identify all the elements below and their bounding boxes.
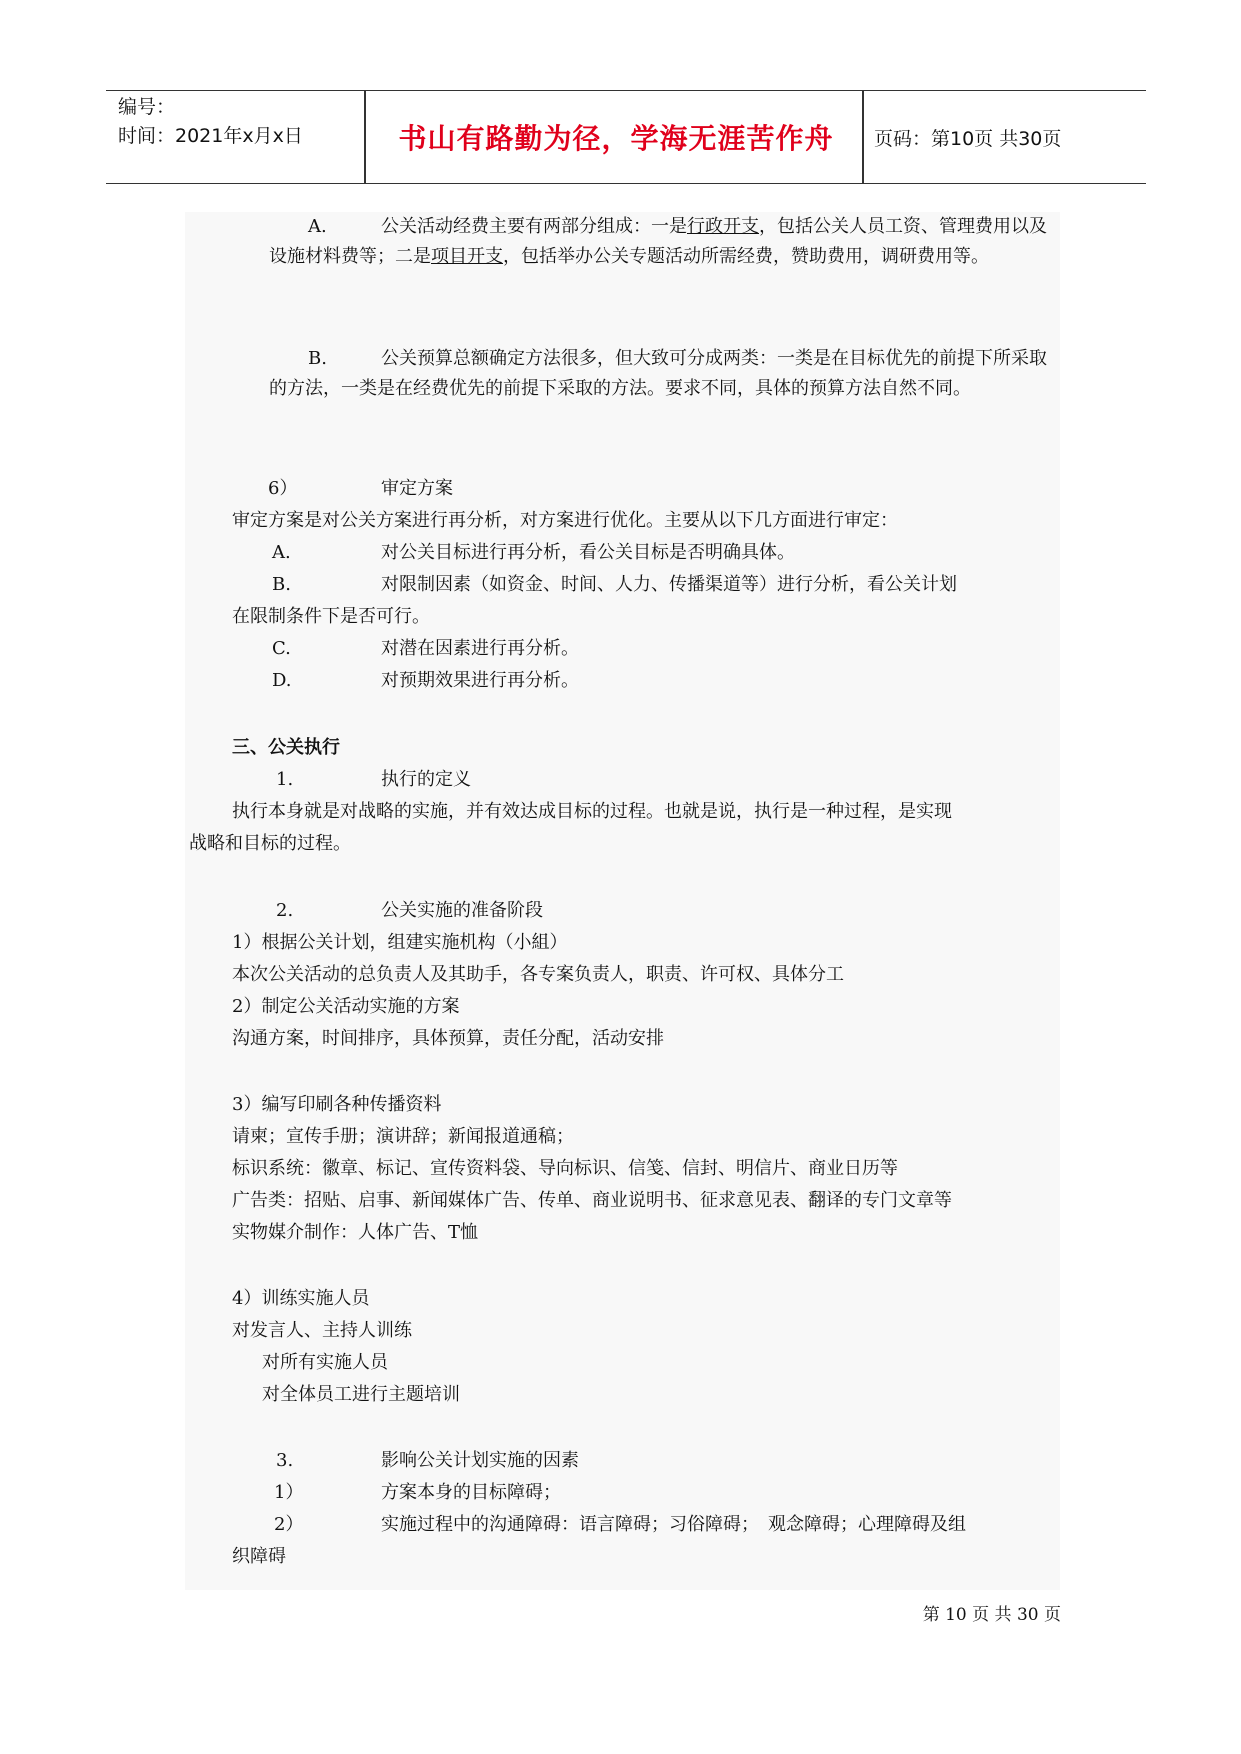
review-b-text-cont: 在限制条件下是否可行。: [232, 606, 430, 627]
header-divider: [862, 91, 864, 183]
step-3-item: 请柬；宣传手册；演讲辞；新闻报道通稿；: [232, 1126, 574, 1147]
step-3-item: 实物媒介制作：人体广告、T恤: [232, 1222, 479, 1243]
review-b-text: 对限制因素（如资金、时间、人力、传播渠道等）进行分析，看公关计划: [381, 574, 957, 595]
doc-time-label: 时间：2021年x月x日: [118, 125, 303, 147]
page-header: [106, 90, 1146, 184]
doc-number-label: 编号：: [118, 96, 176, 118]
point-2-marker: 2.: [276, 900, 294, 921]
review-a-marker: A.: [272, 542, 291, 563]
step-4-item: 对全体员工进行主题培训: [262, 1384, 460, 1405]
point-3-title: 影响公关计划实施的因素: [381, 1450, 579, 1471]
step-3-item: 广告类：招贴、启事、新闻媒体广告、传单、商业说明书、征求意见表、翻译的专门文章等: [232, 1190, 952, 1211]
step-1-title: 1）根据公关计划，组建实施机构（小組）: [232, 932, 568, 953]
header-motto: 书山有路勤为径，学海无涯苦作舟: [398, 122, 834, 155]
item-a-text-end: ，包括举办公关专题活动所需经费，赞助费用，调研费用等。: [503, 246, 989, 267]
header-meta: [118, 93, 303, 151]
factor-2-marker: 2）: [274, 1514, 304, 1535]
review-d-marker: D.: [272, 670, 292, 691]
point-3-marker: 3.: [276, 1450, 294, 1471]
page-footer: 第 10 页 共 30 页: [922, 1605, 1061, 1625]
header-divider: [364, 91, 366, 183]
point-1-title: 执行的定义: [381, 769, 471, 790]
factor-1-text: 方案本身的目标障碍；: [381, 1482, 561, 1503]
point-1-marker: 1.: [276, 769, 294, 790]
item-a-text: 公关活动经费主要有两部分组成：一是: [381, 216, 687, 237]
step-4-title: 4）训练实施人员: [232, 1288, 370, 1309]
item-a-marker: A.: [308, 216, 327, 237]
review-c-text: 对潜在因素进行再分析。: [381, 638, 579, 659]
item-a-text-mid: ，包括公关人员工资、管理费用以及设施材料费等；二是: [269, 216, 1047, 267]
review-d-text: 对预期效果进行再分析。: [381, 670, 579, 691]
factor-2-text-cont: 织障碍: [232, 1546, 286, 1567]
review-c-marker: C.: [272, 638, 291, 659]
section-3-heading: 三、公关执行: [232, 737, 340, 758]
section-6-intro: 审定方案是对公关方案进行再分析，对方案进行优化。主要从以下几方面进行审定：: [232, 510, 898, 531]
point-1-text-cont: 战略和目标的过程。: [189, 833, 351, 854]
item-b-paragraph: 公关预算总额确定方法很多，但大致可分成两类：一类是在目标优先的前提下所采取的方法，一类是在经费优先的前提下采取的方法。要求不同，具体的预算方法自然不同。: [269, 348, 1047, 399]
section-6-title: 审定方案: [381, 478, 453, 499]
review-a-text: 对公关目标进行再分析，看公关目标是否明确具体。: [381, 542, 795, 563]
admin-expense-term: 行政开支: [687, 216, 759, 237]
step-4-item: 对所有实施人员: [262, 1352, 388, 1373]
step-4-item: 对发言人、主持人训练: [232, 1320, 412, 1341]
factor-2-text: 实施过程中的沟通障碍：语言障碍；习俗障碍； 观念障碍；心理障碍及组: [381, 1514, 966, 1535]
factor-1-marker: 1）: [274, 1482, 304, 1503]
item-a-paragraph: [269, 212, 1060, 272]
section-6-marker: 6）: [268, 478, 298, 499]
project-expense-term: 项目开支: [431, 246, 503, 267]
step-3-item: 标识系统：徽章、标记、宣传资料袋、导向标识、信笺、信封、明信片、商业日历等: [232, 1158, 898, 1179]
step-2-title: 2）制定公关活动实施的方案: [232, 996, 460, 1017]
step-3-title: 3）编写印刷各种传播资料: [232, 1094, 442, 1115]
point-2-title: 公关实施的准备阶段: [381, 900, 543, 921]
item-b-marker: B.: [308, 348, 327, 369]
review-b-marker: B.: [272, 574, 291, 595]
point-1-text: 执行本身就是对战略的实施，并有效达成目标的过程。也就是说，执行是一种过程，是实现: [232, 801, 952, 822]
step-1-detail: 本次公关活动的总负责人及其助手，各专案负责人，职责、许可权、具体分工: [232, 964, 844, 985]
step-2-detail: 沟通方案，时间排序，具体预算，责任分配，活动安排: [232, 1028, 664, 1049]
header-page-number: 页码：第10页 共30页: [874, 127, 1062, 150]
